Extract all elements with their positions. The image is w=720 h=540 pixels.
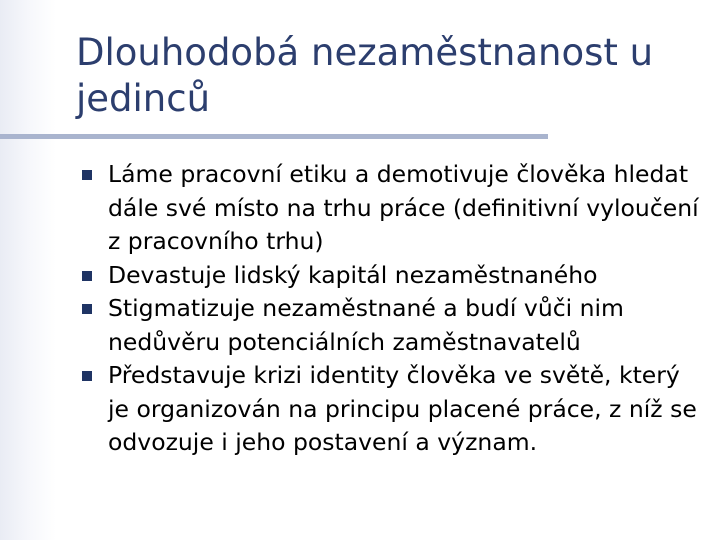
bullet-text: Představuje krizi identity člověka ve světě, který je organizován na principu placené práce, z níž se odvozuje i jeho postavení a význam.: [108, 361, 697, 456]
square-bullet-icon: [82, 271, 92, 281]
bullet-list: [76, 158, 706, 460]
bullet-text: Stigmatizuje nezaměstnané a budí vůči nim nedůvěru potenciálních zaměstnavatelů: [108, 294, 624, 356]
bullet-item: [76, 359, 706, 460]
square-bullet-icon: [82, 371, 92, 381]
square-bullet-icon: [82, 304, 92, 314]
bullet-item: [76, 292, 706, 359]
slide-title: Dlouhodobá nezaměstnanost u jedinců: [76, 31, 654, 120]
square-bullet-icon: [82, 170, 92, 180]
bullet-text: Láme pracovní etiku a demotivuje člověka hledat dále své místo na trhu práce (definitivní vyloučení z pracovního trhu): [108, 160, 699, 255]
bullet-item: [76, 158, 706, 259]
decorative-gradient-band: [0, 0, 56, 540]
bullet-text: Devastuje lidský kapitál nezaměstnaného: [108, 260, 598, 289]
bullet-item: [76, 259, 706, 293]
title-underline: [0, 134, 548, 139]
